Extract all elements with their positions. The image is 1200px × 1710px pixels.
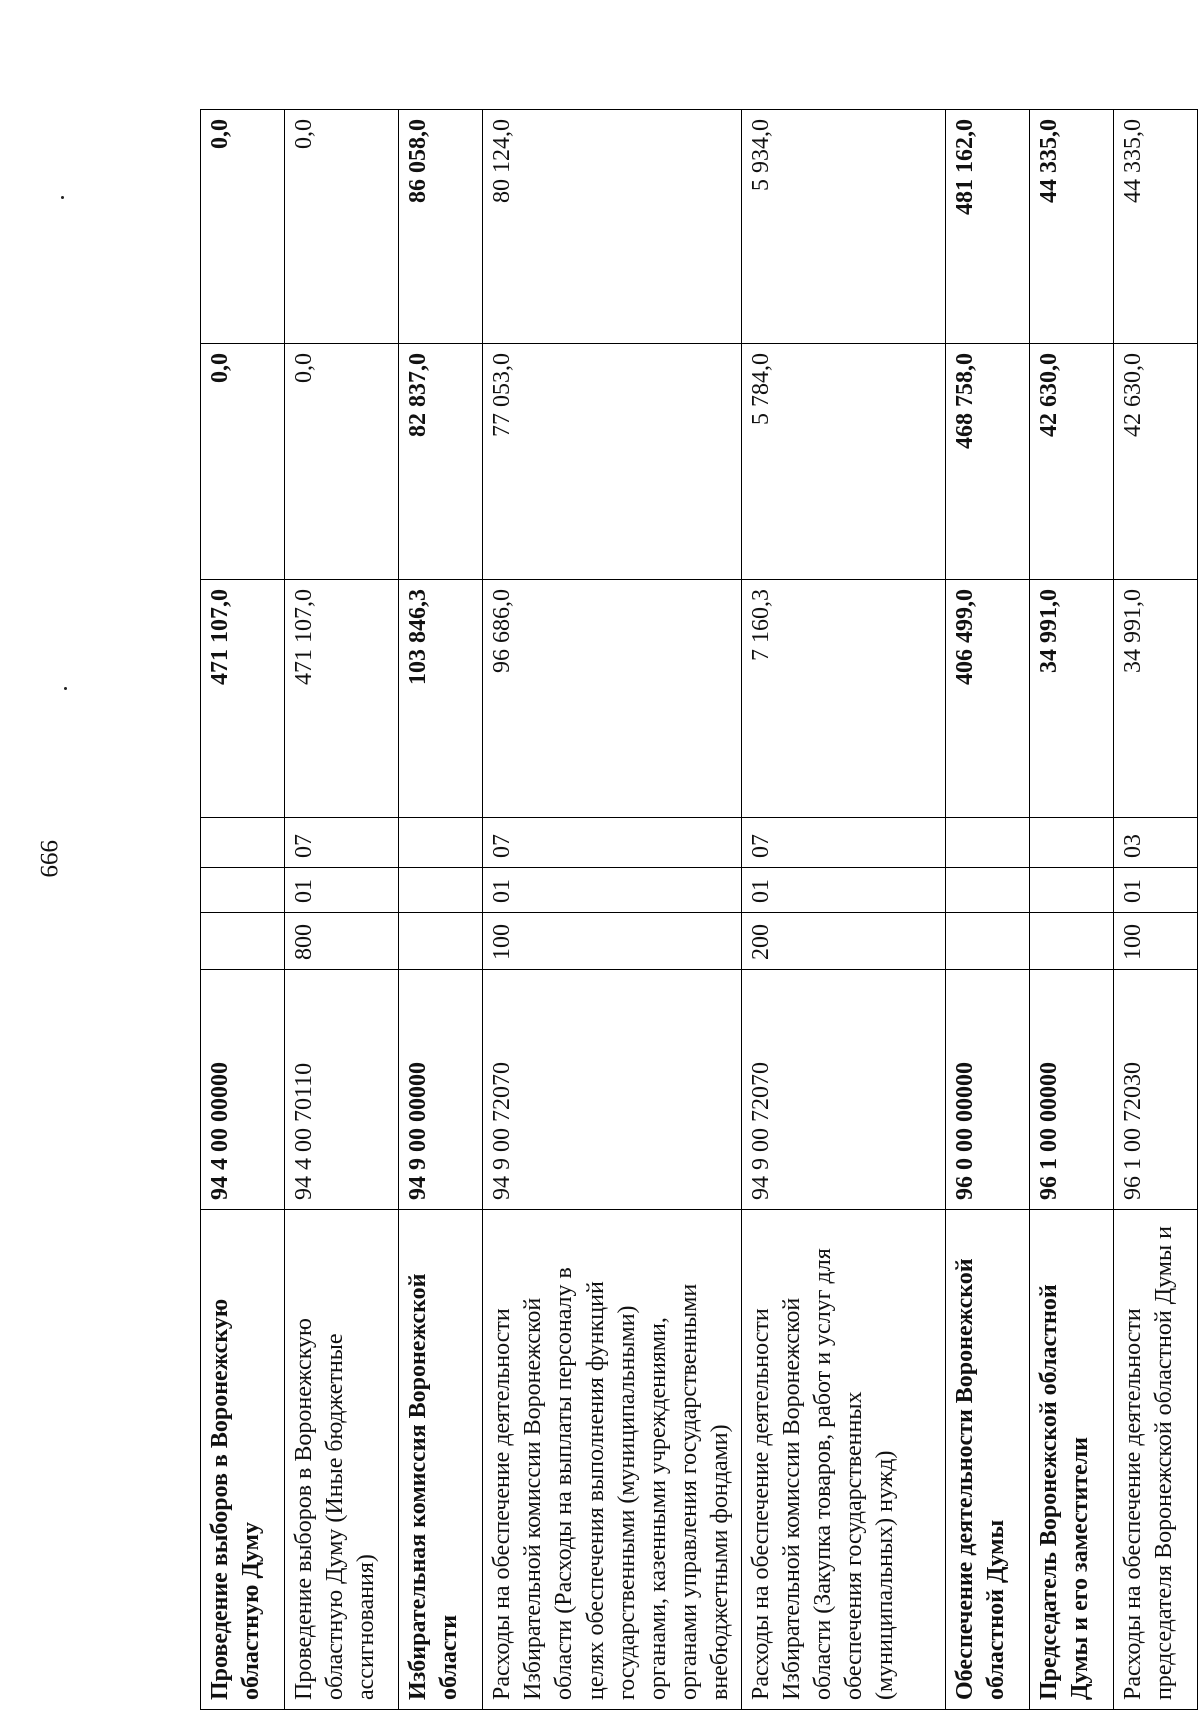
- row-code-cell: 94 4 00 00000: [201, 970, 285, 1210]
- row-code-cell: 96 1 00 00000: [1029, 970, 1113, 1210]
- row-subsection-cell: [1029, 818, 1113, 868]
- row-sum-year2-cell: 77 053,0: [483, 344, 742, 580]
- row-sum-year3-cell: 0,0: [285, 110, 399, 344]
- row-section-cell: [945, 868, 1029, 913]
- row-section-cell: [399, 868, 483, 913]
- row-code-cell: 94 4 00 70110: [285, 970, 399, 1210]
- row-expense-type-cell: 200: [741, 913, 945, 970]
- row-sum-year1-cell: 471 107,0: [285, 580, 399, 818]
- row-sum-year2-cell: 42 630,0: [1113, 344, 1197, 580]
- row-name-cell: Расходы на обеспечение деятельности Избирательной комиссии Воронежской области (Расходы на выплаты персоналу в целях обеспечения выполнения функций государственными (муниципальными) органами, казенными учреждениями, органами управления государственными внебюджетными фондами): [483, 1210, 742, 1710]
- row-name-cell: Председатель Воронежской областной Думы и его заместители: [1029, 1210, 1113, 1710]
- row-subsection-cell: 03: [1113, 818, 1197, 868]
- row-subsection-cell: 07: [285, 818, 399, 868]
- scan-speck: [61, 196, 64, 199]
- row-sum-year1-cell: 7 160,3: [741, 580, 945, 818]
- table-row: [285, 110, 399, 1710]
- row-name-cell: Избирательная комиссия Воронежской области: [399, 1210, 483, 1710]
- row-name-cell: Расходы на обеспечение деятельности Избирательной комиссии Воронежской области (Закупка товаров, работ и услуг для обеспечения государственных (муниципальных) нужд): [741, 1210, 945, 1710]
- row-section-cell: 01: [1113, 868, 1197, 913]
- row-expense-type-cell: [399, 913, 483, 970]
- row-section-cell: 01: [285, 868, 399, 913]
- row-sum-year3-cell: 44 335,0: [1113, 110, 1197, 344]
- row-code-cell: 96 0 00 00000: [945, 970, 1029, 1210]
- budget-table-body: [201, 110, 1198, 1710]
- row-expense-type-cell: [1029, 913, 1113, 970]
- row-subsection-cell: 07: [741, 818, 945, 868]
- row-expense-type-cell: [945, 913, 1029, 970]
- row-subsection-cell: 07: [483, 818, 742, 868]
- row-expense-type-cell: 800: [285, 913, 399, 970]
- row-sum-year1-cell: 406 499,0: [945, 580, 1029, 818]
- row-name-cell: Расходы на обеспечение деятельности председателя Воронежской областной Думы и: [1113, 1210, 1197, 1710]
- row-sum-year1-cell: 471 107,0: [201, 580, 285, 818]
- row-section-cell: 01: [483, 868, 742, 913]
- row-section-cell: [201, 868, 285, 913]
- row-sum-year2-cell: 42 630,0: [1029, 344, 1113, 580]
- row-sum-year1-cell: 34 991,0: [1113, 580, 1197, 818]
- row-expense-type-cell: 100: [1113, 913, 1197, 970]
- table-row: [1029, 110, 1113, 1710]
- row-sum-year1-cell: 34 991,0: [1029, 580, 1113, 818]
- row-sum-year2-cell: 0,0: [285, 344, 399, 580]
- table-row: [1113, 110, 1197, 1710]
- table-row: [201, 110, 285, 1710]
- table-row: [945, 110, 1029, 1710]
- row-section-cell: 01: [741, 868, 945, 913]
- table-row: [741, 110, 945, 1710]
- budget-table: [200, 109, 1198, 1710]
- row-sum-year2-cell: 0,0: [201, 344, 285, 580]
- row-subsection-cell: [945, 818, 1029, 868]
- row-expense-type-cell: [201, 913, 285, 970]
- row-code-cell: 94 9 00 72070: [483, 970, 742, 1210]
- row-sum-year1-cell: 96 686,0: [483, 580, 742, 818]
- row-sum-year3-cell: 5 934,0: [741, 110, 945, 344]
- row-sum-year2-cell: 82 837,0: [399, 344, 483, 580]
- row-expense-type-cell: 100: [483, 913, 742, 970]
- row-code-cell: 96 1 00 72030: [1113, 970, 1197, 1210]
- row-name-cell: Обеспечение деятельности Воронежской областной Думы: [945, 1210, 1029, 1710]
- scan-speck: [64, 687, 67, 690]
- row-code-cell: 94 9 00 72070: [741, 970, 945, 1210]
- row-name-cell: Проведение выборов в Воронежскую областную Думу (Иные бюджетные ассигнования): [285, 1210, 399, 1710]
- row-sum-year2-cell: 468 758,0: [945, 344, 1029, 580]
- row-subsection-cell: [201, 818, 285, 868]
- row-section-cell: [1029, 868, 1113, 913]
- row-sum-year2-cell: 5 784,0: [741, 344, 945, 580]
- row-sum-year3-cell: 44 335,0: [1029, 110, 1113, 344]
- row-subsection-cell: [399, 818, 483, 868]
- row-sum-year3-cell: 86 058,0: [399, 110, 483, 344]
- row-sum-year1-cell: 103 846,3: [399, 580, 483, 818]
- row-name-cell: Проведение выборов в Воронежскую областную Думу: [201, 1210, 285, 1710]
- row-sum-year3-cell: 0,0: [201, 110, 285, 344]
- row-sum-year3-cell: 80 124,0: [483, 110, 742, 344]
- table-row: [483, 110, 742, 1710]
- rotated-page-frame: [200, 110, 1177, 1710]
- table-row: [399, 110, 483, 1710]
- row-sum-year3-cell: 481 162,0: [945, 110, 1029, 344]
- row-code-cell: 94 9 00 00000: [399, 970, 483, 1210]
- page-number: 999: [35, 840, 62, 878]
